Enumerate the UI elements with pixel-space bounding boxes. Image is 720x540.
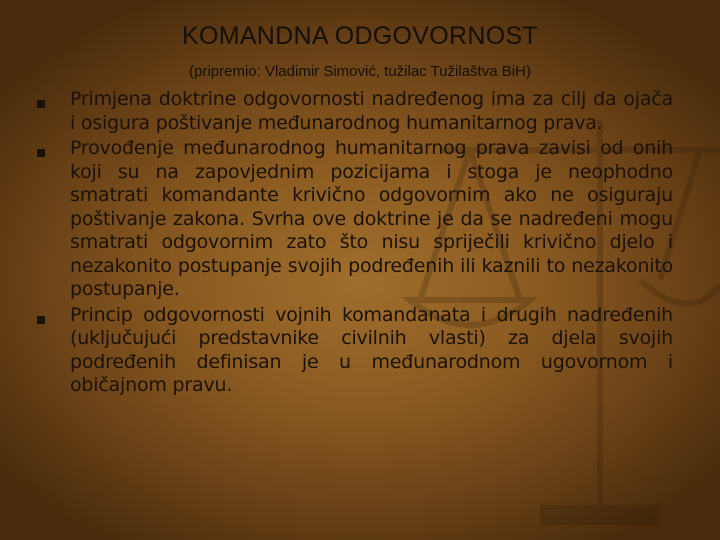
bullet-item-3 (37, 304, 673, 398)
bullet-item-2 (37, 137, 673, 302)
bullet-text: Provođenje međunarodnog humanitarnog prava zavisi od onih koji su na zapovjednim pozicijama i stoga je neophodno smatrati komandante krivično odgovornim ako ne osiguraju poštivanje zakona. Svrha ove doktrine je da se nadređeni mogu smatrati odgovornim zato što nisu spriječili krivično djelo i nezakonito postupanje svojih podređenih ili kaznili to nezakonito postupanje. (70, 137, 673, 300)
bullet-text: Princip odgovornosti vojnih komandanata i drugih nadređenih (uključujući predstavnike civilnih vlasti) za djela svojih podređenih definisan je u međunarodnom ugovornom i običajnom pravu. (70, 303, 673, 396)
square-bullet-icon (37, 316, 45, 324)
square-bullet-icon (37, 149, 45, 157)
square-bullet-icon (37, 100, 45, 108)
bullet-item-1 (37, 88, 673, 135)
bullet-list (37, 88, 673, 400)
slide-title: KOMANDNA ODGOVORNOST (181, 22, 539, 50)
bullet-text: Primjena doktrine odgovornosti nadređenog ima za cilj da ojača i osigura poštivanje međunarodnog humanitarnog prava. (70, 88, 673, 134)
slide-subtitle: (pripremio: Vladimir Simović, tužilac Tužilaštva BiH) (189, 63, 531, 80)
